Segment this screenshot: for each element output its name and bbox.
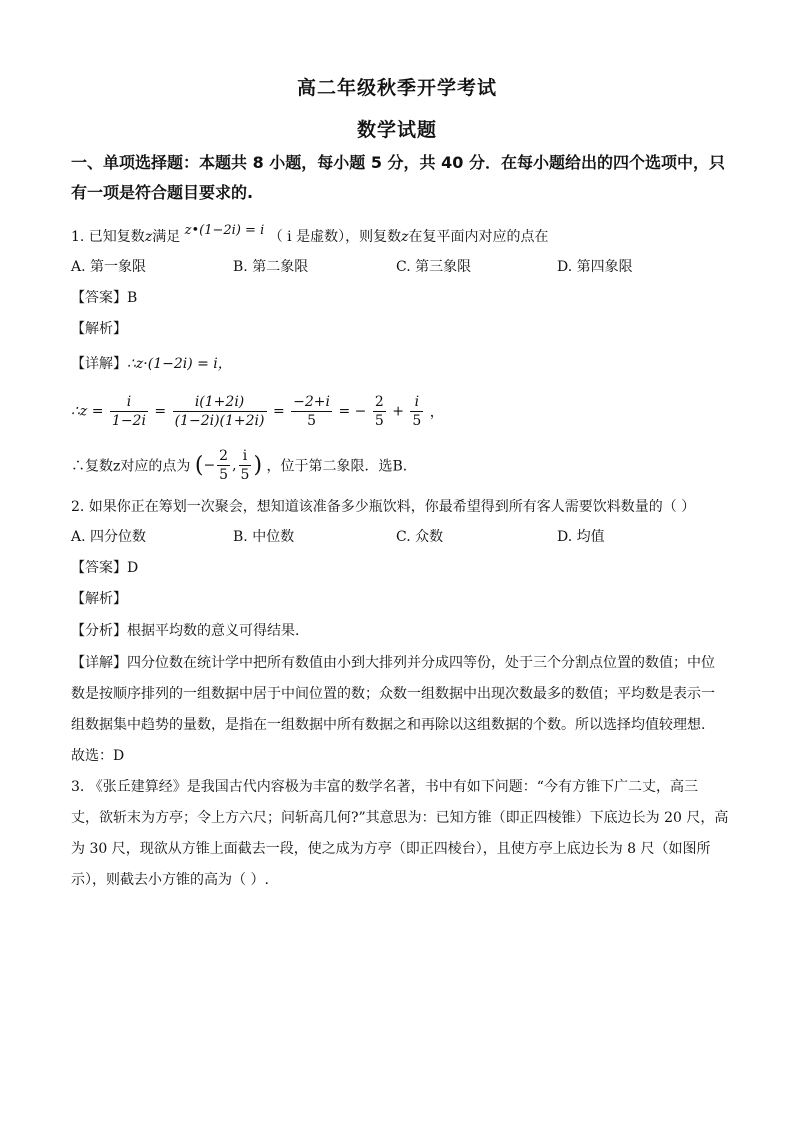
eq-2: = xyxy=(272,403,285,420)
close-paren: ) xyxy=(253,453,263,478)
detail-tag: 【详解】 xyxy=(71,356,127,372)
frac5-den: 5 xyxy=(412,413,422,429)
q2-fenxi xyxy=(71,620,299,640)
frac1-num: i xyxy=(110,393,148,412)
q3-line2: 丈，欲斩末为方亭；令上方六尺；问斩高几何?”其意思为：已知方锥（即正四棱锥）下底边长为 20 尺，高 xyxy=(71,810,729,826)
answer-value: D xyxy=(127,560,139,576)
point-x-den: 5 xyxy=(219,467,229,483)
q1-detail-line3 xyxy=(71,447,417,484)
eq-1: = xyxy=(154,403,167,420)
q1-var-z2: z xyxy=(401,229,409,245)
q1-detail-line1 xyxy=(71,353,232,373)
fraction-1 xyxy=(110,393,148,430)
q3-line1: 3. 《张丘建算经》是我国古代内容极为丰富的数学名著，书中有如下问题：“今有方锥下广二丈，高三 xyxy=(71,779,698,795)
q2-option-b: B. 中位数 xyxy=(233,529,295,545)
frac3-den: 5 xyxy=(307,413,317,429)
minus-sign: − xyxy=(354,403,367,420)
answer-tag: 【答案】 xyxy=(71,290,127,306)
q1-step3-post: ，位于第二象限．选B． xyxy=(266,458,417,475)
q2-conclusion: 故选：D xyxy=(71,748,125,764)
q1-option-c: C. 第三象限 xyxy=(396,259,472,275)
answer-tag: 【答案】 xyxy=(71,560,127,576)
q3-line4: 示），则截去小方锥的高为（ ）. xyxy=(71,872,269,888)
detail-tag: 【详解】 xyxy=(71,655,127,671)
fraction-3 xyxy=(291,393,332,430)
section-heading-line1: 一、单项选择题：本题共 8 小题，每小题 5 分，共 40 分．在每小题给出的四个选项中，只 xyxy=(71,153,725,172)
q2-analysis-tag: 【解析】 xyxy=(71,591,127,607)
q1-var-z: z xyxy=(144,229,153,245)
point-y-den: 5 xyxy=(240,467,250,483)
frac1-den: 1−2i xyxy=(111,413,146,429)
q1-condition: z•(1−2i) = i xyxy=(184,223,265,238)
fraction-point-x xyxy=(217,447,230,484)
q1-option-a: A. 第一象限 xyxy=(71,259,147,275)
q1-step3-pre: ∴复数z对应的点为 xyxy=(71,458,191,475)
point-comma: , xyxy=(232,457,237,474)
detail-text: 四分位数在统计学中把所有数值由小到大排列并分成四等份，处于三个分割点位置的数值；中位 xyxy=(127,655,715,671)
q2-detail-line3: 组数据集中趋势的量数，是指在一组数据中所有数据之和再除以这组数据的个数。所以选择均值较理想. xyxy=(71,717,706,733)
point-x-num: 2 xyxy=(219,448,229,464)
q1-option-d: D. 第四象限 xyxy=(557,259,633,275)
q1-detail-line2 xyxy=(71,393,444,430)
page-title: 高二年级秋季开学考试 xyxy=(296,77,497,99)
frac4-den: 5 xyxy=(374,413,384,429)
q1-suffix: 在复平面内对应的点在 xyxy=(408,229,549,245)
frac2-num: i(1+2i) xyxy=(173,393,267,412)
fraction-point-y xyxy=(239,447,252,484)
eq-3: = xyxy=(338,403,351,420)
q2-option-d: D. 均值 xyxy=(557,529,605,545)
q1-satisfies: 满足 xyxy=(152,229,181,245)
q3-line3: 为 30 尺，现欲从方锥上面截去一段，使之成为方亭（即正四棱台），且使方亭上底边长为 8 尺（如图所 xyxy=(71,841,711,857)
frac5-num: i xyxy=(410,393,423,412)
q1-answer xyxy=(71,287,137,307)
plus-sign: + xyxy=(392,403,404,420)
point-y-num: i xyxy=(239,447,252,466)
q2-detail-line1 xyxy=(71,652,715,672)
q1-paren: （ i 是虚数），则复数 xyxy=(268,229,402,245)
q1-prefix: 1. 已知复数 xyxy=(71,229,145,245)
fenxi-tag: 【分析】 xyxy=(71,623,127,639)
step2-end: ， xyxy=(429,404,444,421)
q1-step1: ∴z·(1−2i) = i， xyxy=(127,356,232,372)
fraction-5 xyxy=(410,393,423,430)
q1-option-b: B. 第二象限 xyxy=(233,259,309,275)
q1-analysis-tag: 【解析】 xyxy=(71,321,127,337)
minus-sign-2: − xyxy=(203,457,216,474)
fraction-2 xyxy=(173,393,267,430)
page-subtitle: 数学试题 xyxy=(356,119,437,141)
answer-value: B xyxy=(127,290,138,306)
q2-detail-line2: 数是按顺序排列的一组数据中居于中间位置的数；众数一组数据中出现次数最多的数值；平均数是表示一 xyxy=(71,686,715,702)
fenxi-text: 根据平均数的意义可得结果. xyxy=(127,623,300,639)
fraction-4 xyxy=(373,393,386,430)
q2-answer xyxy=(71,557,138,577)
frac3-num: −2+i xyxy=(293,394,330,410)
question-2: 2. 如果你正在筹划一次聚会，想知道该准备多少瓶饮料，你最希望得到所有客人需要饮料数量的（ ） xyxy=(71,499,696,515)
q1-step2-lhs: ∴z = xyxy=(71,403,104,420)
frac2-den: (1−2i)(1+2i) xyxy=(174,413,265,429)
frac4-num: 2 xyxy=(374,394,384,410)
open-paren: ( xyxy=(194,453,204,478)
section-heading-line2: 有一项是符合题目要求的. xyxy=(71,183,254,202)
q2-option-c: C. 众数 xyxy=(396,529,444,545)
q2-option-a: A. 四分位数 xyxy=(71,529,147,545)
question-1 xyxy=(71,223,549,246)
